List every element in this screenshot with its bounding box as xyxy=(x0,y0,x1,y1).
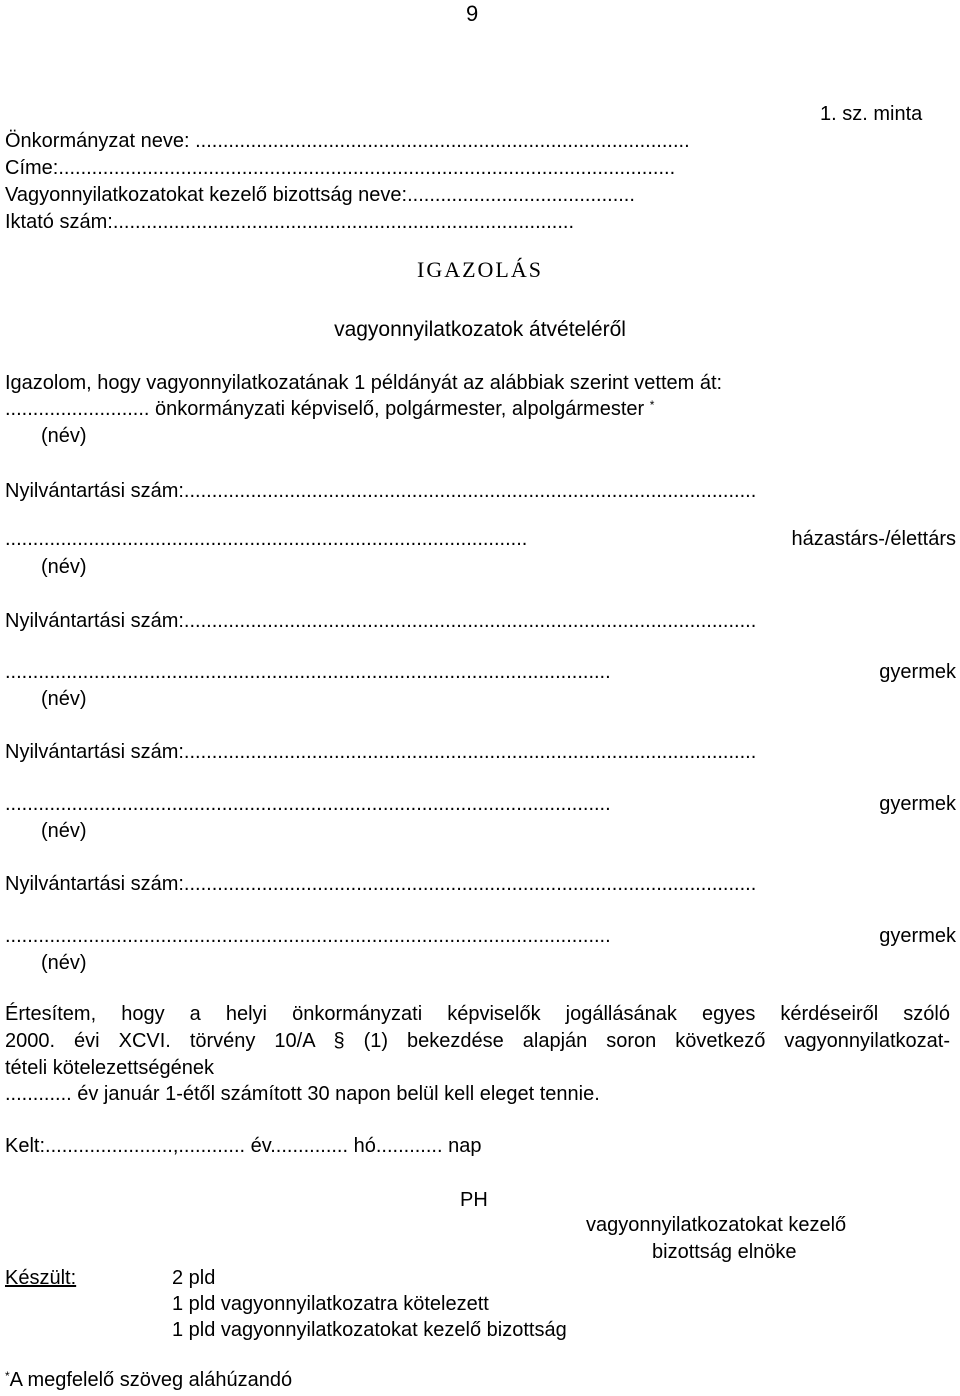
sample-label: 1. sz. minta xyxy=(820,103,923,125)
notice-line-4: ............ év január 1-étől számított 30 napon belül kell eleget tennie. xyxy=(5,1083,600,1105)
notice-line-1: Értesítem, hogy a helyi önkormányzati képviselők jogállásának egyes kérdéseiről szóló xyxy=(5,1003,950,1025)
footnote xyxy=(5,1368,292,1392)
prepared-label: Készült: xyxy=(5,1267,77,1289)
person-role: házastárs-/élettárs xyxy=(791,528,956,550)
person-role: gyermek xyxy=(879,661,956,683)
address-line: Címe:............................................................................................................... xyxy=(5,157,676,179)
declarant-line xyxy=(5,397,654,421)
registry-number-line: Iktató szám:................................................................................... xyxy=(5,211,575,233)
person-line: ............................................................................................................. xyxy=(5,925,611,947)
document-subtitle: vagyonnyilatkozatok átvételéről xyxy=(334,318,626,341)
registry-number-field: Nyilvántartási szám:....................................................................................................... xyxy=(5,873,757,895)
registry-number-field: Nyilvántartási szám:....................................................................................................... xyxy=(5,741,757,763)
page-number: 9 xyxy=(466,1,479,26)
footnote-star: * xyxy=(5,1369,10,1383)
dated-line: Kelt:.......................,............ év.............. hó............ nap xyxy=(5,1135,482,1157)
footnote-marker: * xyxy=(649,398,655,412)
person-role: gyermek xyxy=(879,793,956,815)
notice-line-3: tételi kötelezettségének xyxy=(5,1057,215,1079)
footnote-text: A megfelelő szöveg aláhúzandó xyxy=(9,1369,293,1391)
name-label: (név) xyxy=(41,952,87,974)
person-line: ............................................................................................................. xyxy=(5,661,611,683)
declarant-dots: .......................... xyxy=(5,398,150,420)
stamp-placeholder: PH xyxy=(460,1189,488,1211)
name-label: (név) xyxy=(41,688,87,710)
document-title: IGAZOLÁS xyxy=(417,257,543,282)
person-line: .............................................................................................. xyxy=(5,528,528,550)
copies-total: 2 pld xyxy=(172,1267,216,1289)
name-label: (név) xyxy=(41,425,87,447)
signatory-line-1: vagyonnyilatkozatokat kezelő xyxy=(586,1214,847,1236)
copy-committee: 1 pld vagyonnyilatkozatokat kezelő bizottság xyxy=(172,1319,567,1341)
declarant-role: önkormányzati képviselő, polgármester, alpolgármester xyxy=(155,398,645,420)
municipality-name-line: Önkormányzat neve: ......................................................................................... xyxy=(5,130,690,152)
registry-number-field: Nyilvántartási szám:....................................................................................................... xyxy=(5,480,757,502)
copy-declarant: 1 pld vagyonnyilatkozatra kötelezett xyxy=(172,1293,489,1315)
notice-line-2: 2000. évi XCVI. törvény 10/A § (1) bekezdése alapján soron következő vagyonnyilatkozat- xyxy=(5,1030,950,1052)
registry-number-field: Nyilvántartási szám:....................................................................................................... xyxy=(5,610,757,632)
committee-name-line: Vagyonnyilatkozatokat kezelő bizottság neve:......................................... xyxy=(5,184,635,206)
name-label: (név) xyxy=(41,820,87,842)
name-label: (név) xyxy=(41,556,87,578)
signatory-line-2: bizottság elnöke xyxy=(652,1241,797,1263)
person-role: gyermek xyxy=(879,925,956,947)
intro-text: Igazolom, hogy vagyonnyilatkozatának 1 példányát az alábbiak szerint vettem át: xyxy=(5,372,723,394)
person-line: ............................................................................................................. xyxy=(5,793,611,815)
